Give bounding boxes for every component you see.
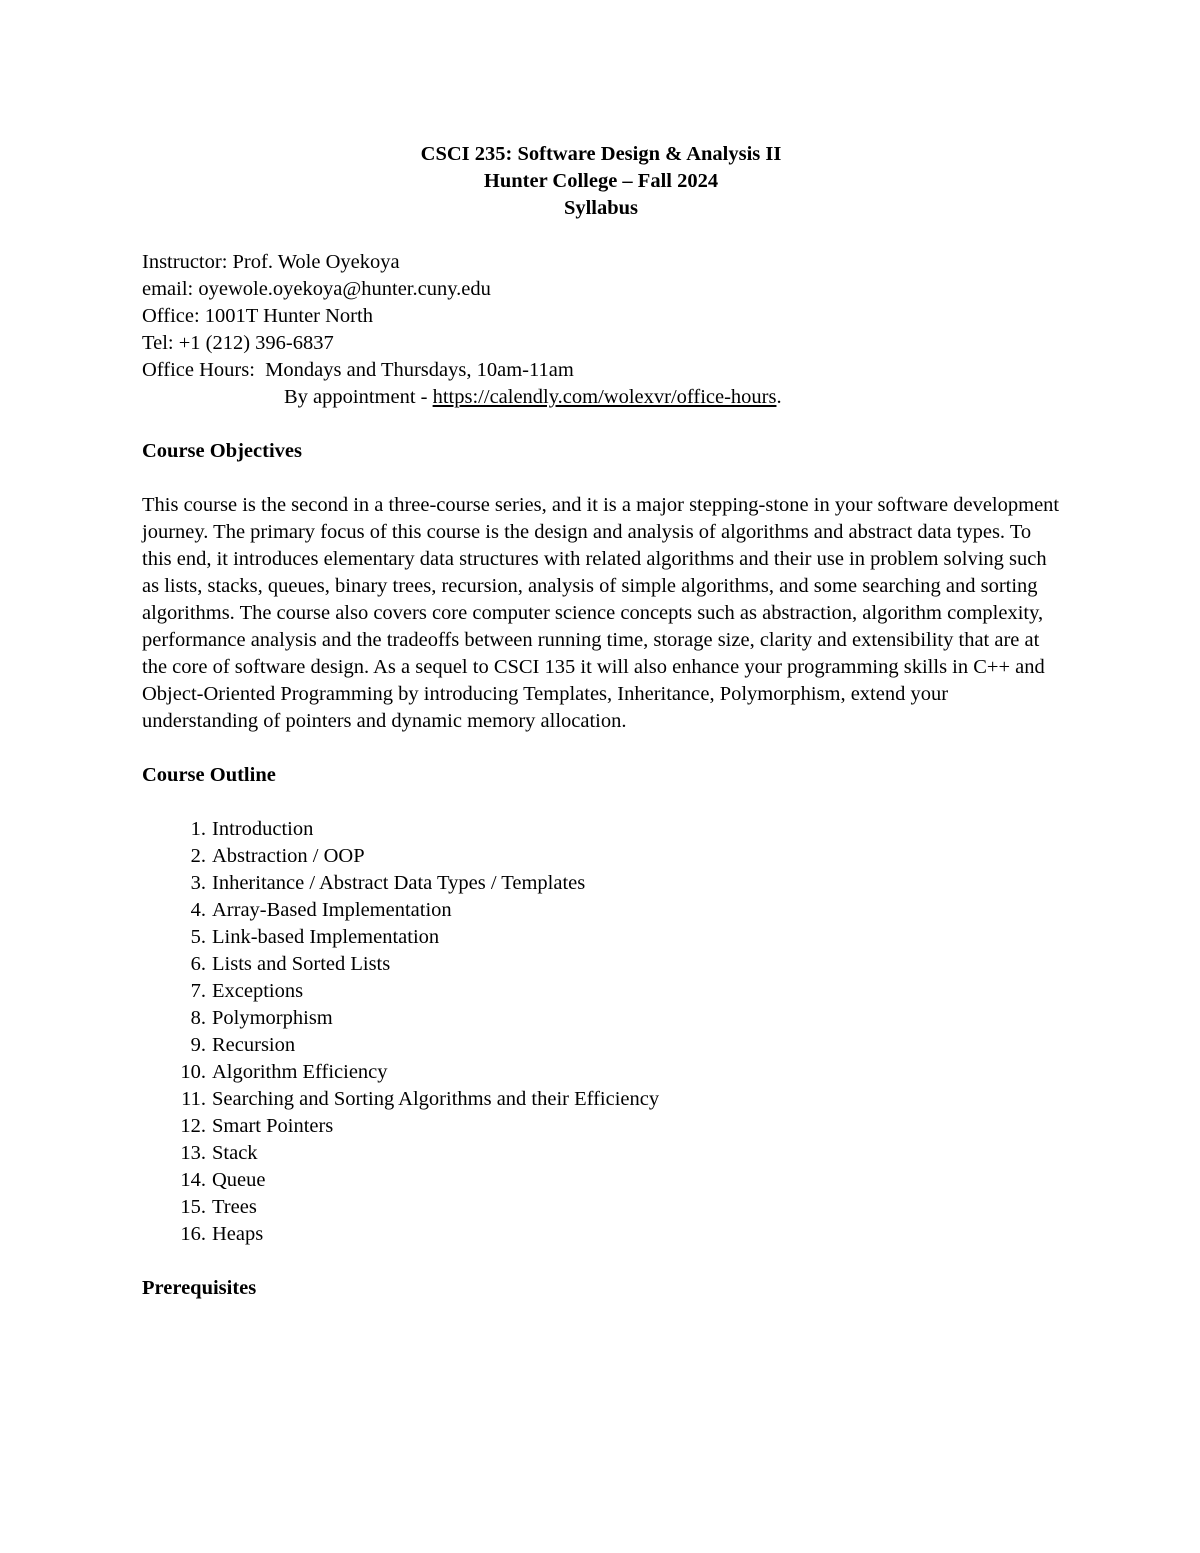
list-item-number: 12.	[180, 1115, 206, 1137]
objectives-paragraph: This course is the second in a three-course series, and it is a major stepping-stone in your software development journey. The primary focus of this course is the design and analysis of algorithms and abstract data types. To this end, it introduces elementary data structures with related algorithms and their use in problem solving such as lists, stacks, queues, binary trees, recursion, analysis of simple algorithms, and some searching and sorting algorithms. The course also covers core computer science concepts such as abstraction, algorithm complexity, performance analysis and the tradeoffs between running time, storage size, clarity and extensibility that are at the core of software design. As a sequel to CSCI 135 it will also enhance your programming skills in C++ and Object-Oriented Programming by introducing Templates, Inheritance, Polymorphism, extend your understanding of pointers and dynamic memory allocation.	[142, 494, 1060, 732]
office-hours-label: Office Hours:	[142, 359, 255, 381]
list-item-number: 11.	[181, 1088, 206, 1110]
document-type: Syllabus	[563, 197, 639, 219]
outline-heading: Course Outline	[142, 764, 276, 786]
list-item-number: 7.	[190, 980, 206, 1002]
list-item-label: Exceptions	[212, 980, 304, 1002]
list-item-number: 9.	[190, 1034, 206, 1056]
list-item	[142, 897, 1060, 924]
office-hours-value: Mondays and Thursdays, 10am-11am	[265, 359, 574, 381]
list-item	[142, 1221, 1060, 1248]
list-item-number: 1.	[190, 818, 206, 840]
prerequisites-heading: Prerequisites	[142, 1277, 257, 1299]
instructor-info	[142, 249, 1060, 411]
list-item-label: Trees	[212, 1196, 257, 1218]
instructor-office: Office: 1001T Hunter North	[142, 305, 373, 327]
list-item-number: 10.	[180, 1061, 206, 1083]
list-item	[142, 1059, 1060, 1086]
list-item	[142, 951, 1060, 978]
objectives-heading: Course Objectives	[142, 440, 302, 462]
list-item	[142, 1113, 1060, 1140]
office-hours-row	[142, 357, 1060, 384]
list-item	[142, 978, 1060, 1005]
list-item	[142, 1140, 1060, 1167]
list-item-number: 16.	[180, 1223, 206, 1245]
list-item-label: Heaps	[212, 1223, 264, 1245]
list-item-number: 14.	[180, 1169, 206, 1191]
list-item-number: 13.	[180, 1142, 206, 1164]
list-item-number: 6.	[190, 953, 206, 975]
list-item	[142, 816, 1060, 843]
appointment-link[interactable]: https://calendly.com/wolexvr/office-hours	[432, 386, 777, 408]
title-block	[142, 141, 1060, 222]
list-item-label: Link-based Implementation	[212, 926, 440, 948]
list-item	[142, 924, 1060, 951]
instructor-name: Instructor: Prof. Wole Oyekoya	[142, 251, 400, 273]
list-item-label: Queue	[212, 1169, 266, 1191]
list-item	[142, 870, 1060, 897]
appointment-row	[142, 384, 1060, 411]
list-item-label: Inheritance / Abstract Data Types / Templates	[212, 872, 586, 894]
list-item	[142, 1086, 1060, 1113]
course-title: CSCI 235: Software Design & Analysis II	[420, 143, 782, 165]
college-term: Hunter College – Fall 2024	[483, 170, 719, 192]
list-item-label: Stack	[212, 1142, 258, 1164]
appointment-suffix: .	[776, 386, 782, 408]
list-item-number: 15.	[180, 1196, 206, 1218]
list-item-label: Polymorphism	[212, 1007, 333, 1029]
list-item-label: Algorithm Efficiency	[212, 1061, 388, 1083]
instructor-tel: Tel: +1 (212) 396-6837	[142, 332, 334, 354]
outline-list	[142, 816, 1060, 1248]
list-item-label: Abstraction / OOP	[212, 845, 365, 867]
list-item-number: 2.	[190, 845, 206, 867]
list-item-label: Array-Based Implementation	[212, 899, 452, 921]
instructor-email: email: oyewole.oyekoya@hunter.cuny.edu	[142, 278, 491, 300]
list-item-number: 5.	[190, 926, 206, 948]
list-item-label: Lists and Sorted Lists	[212, 953, 391, 975]
list-item-number: 8.	[190, 1007, 206, 1029]
list-item	[142, 1005, 1060, 1032]
list-item	[142, 1194, 1060, 1221]
list-item	[142, 1167, 1060, 1194]
list-item-label: Smart Pointers	[212, 1115, 334, 1137]
list-item	[142, 843, 1060, 870]
list-item-label: Searching and Sorting Algorithms and their Efficiency	[212, 1088, 660, 1110]
list-item	[142, 1032, 1060, 1059]
list-item-label: Introduction	[212, 818, 314, 840]
list-item-number: 3.	[190, 872, 206, 894]
list-item-label: Recursion	[212, 1034, 296, 1056]
appointment-prefix: By appointment -	[284, 386, 433, 408]
list-item-number: 4.	[190, 899, 206, 921]
